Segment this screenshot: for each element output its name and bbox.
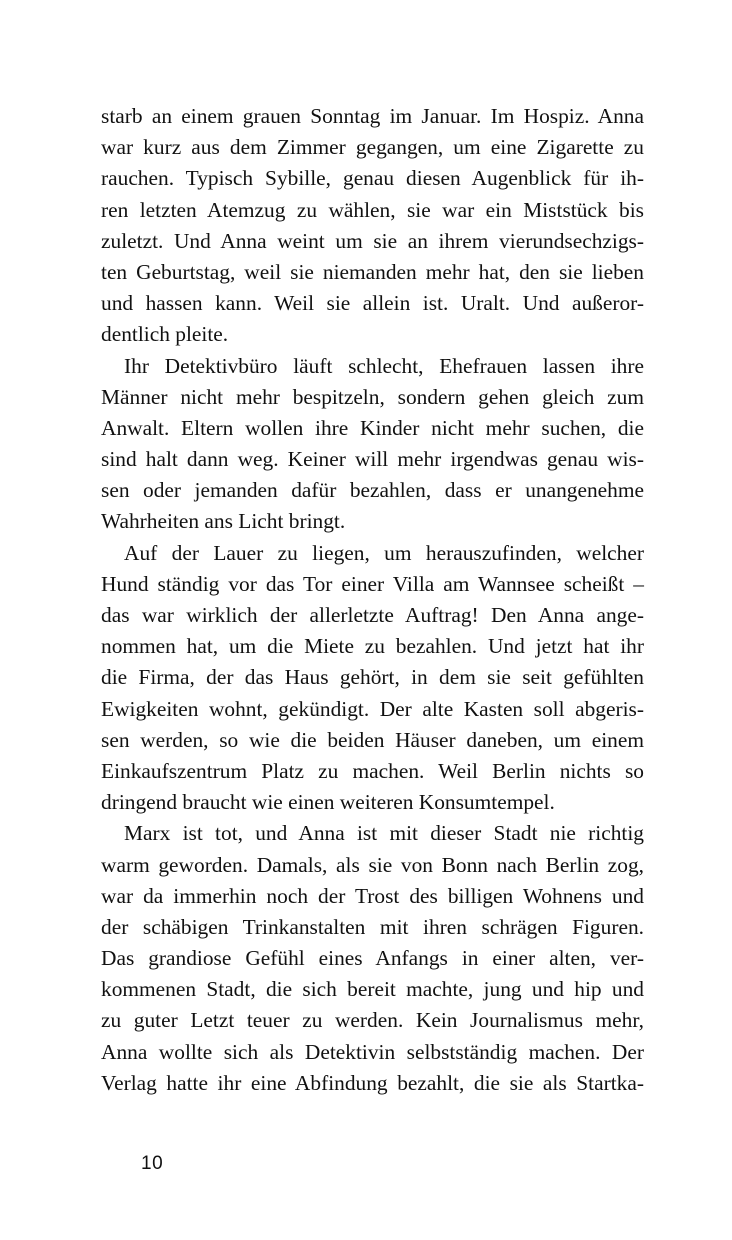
text-line: sind halt dann weg. Keiner will mehr irgendwas genau wis- [101,447,644,472]
body-text [101,101,644,1099]
page-number: 10 [141,1153,164,1174]
text-line: das war wirklich der allerletzte Auftrag! Den Anna ange- [101,603,644,627]
text-line: Hund ständig vor das Tor einer Villa am Wannsee scheißt – [101,571,644,596]
text-line: zu guter Letzt teuer zu werden. Kein Journalismus mehr, [101,1008,644,1033]
text-line: ren letzten Atemzug zu wählen, sie war ein Miststück bis [101,197,644,222]
text-line: Ewigkeiten wohnt, gekündigt. Der alte Kasten soll abgeris- [101,696,644,721]
text-line: Anna wollte sich als Detektivin selbstständig machen. Der [101,1039,644,1064]
text-line: Anwalt. Eltern wollen ihre Kinder nicht mehr suchen, die [101,415,644,440]
text-line: Das grandiose Gefühl eines Anfangs in einer alten, ver- [101,946,644,971]
text-line: Wahrheiten ans Licht bringt. [101,509,346,534]
text-line: ten Geburtstag, weil sie niemanden mehr hat, den sie lieben [101,259,644,284]
text-line: Einkaufszentrum Platz zu machen. Weil Berlin nichts so [101,758,644,783]
text-line: war kurz aus dem Zimmer gegangen, um eine Zigarette zu [101,135,644,160]
text-line: der schäbigen Trinkanstalten mit ihren schrägen Figuren. [101,914,644,939]
text-line: Ihr Detektivbüro läuft schlecht, Ehefrauen lassen ihre [124,353,644,378]
text-line: Marx ist tot, und Anna ist mit dieser Stadt nie richtig [124,821,644,846]
text-line: die Firma, der das Haus gehört, in dem sie seit gefühlten [101,665,644,690]
text-line: Auf der Lauer zu liegen, um herauszufinden, welcher [124,540,644,565]
text-line: Männer nicht mehr bespitzeln, sondern gehen gleich zum [101,384,644,409]
text-line: sen oder jemanden dafür bezahlen, dass er unangenehme [101,478,644,503]
text-line: nommen hat, um die Miete zu bezahlen. Und jetzt hat ihr [101,634,644,659]
text-line: war da immerhin noch der Trost des billigen Wohnens und [101,883,644,908]
text-line: zuletzt. Und Anna weint um sie an ihrem vierundsechzigs- [101,228,644,253]
text-line: dringend braucht wie einen weiteren Konsumtempel. [101,790,555,815]
text-line: starb an einem grauen Sonntag im Januar. Im Hospiz. Anna [101,104,644,128]
text-line: warm geworden. Damals, als sie von Bonn nach Berlin zog, [101,852,644,877]
text-line: rauchen. Typisch Sybille, genau diesen Augenblick für ih- [101,166,644,191]
text-line: Verlag hatte ihr eine Abfindung bezahlt, die sie als Startka- [101,1070,644,1095]
text-line: dentlich pleite. [101,322,229,347]
text-line: sen werden, so wie die beiden Häuser daneben, um einem [101,727,644,752]
text-line: und hassen kann. Weil sie allein ist. Uralt. Und außeror- [101,291,644,316]
text-line: kommenen Stadt, die sich bereit machte, jung und hip und [101,977,644,1002]
